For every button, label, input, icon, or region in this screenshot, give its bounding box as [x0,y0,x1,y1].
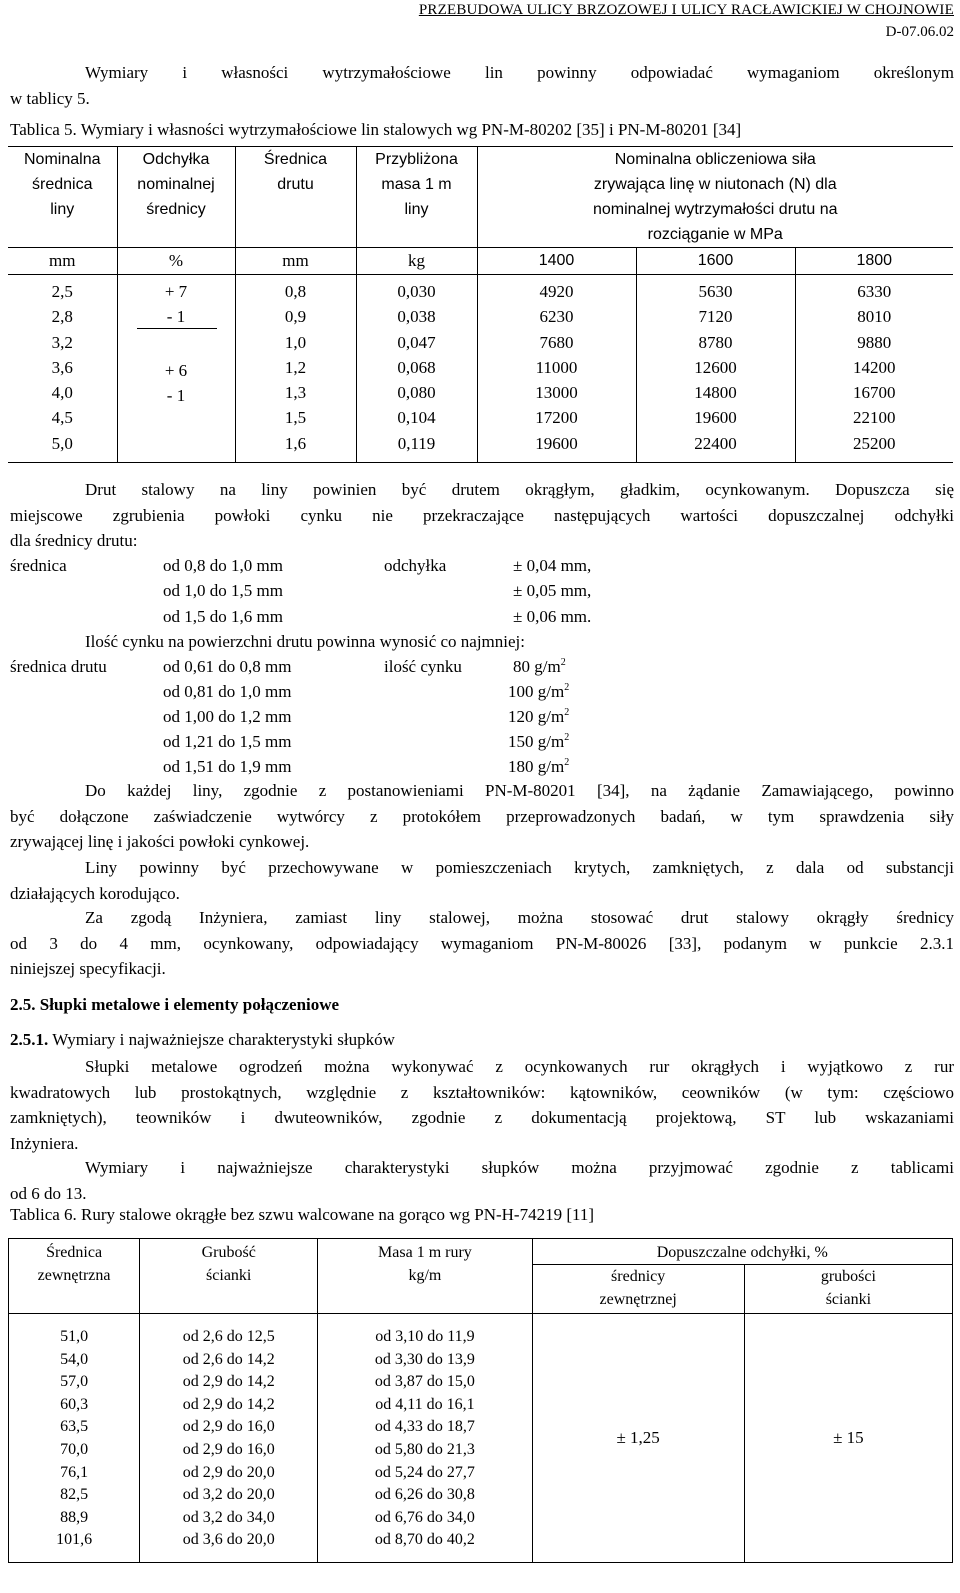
certificate-paragraph [10,778,954,855]
zinc-value: 150 $g/m^2$ [508,732,570,751]
table5-rope-properties [8,146,953,463]
certificate-line: być dołączone zaświadczenie wytwórcy z protokółem przeprowadzonych badań, w tym sprawdzenia siły [10,806,954,826]
certificate-line: Do każdej liny, zgodnie z postanowieniami PN-M-80201 [34], na żądanie Zamawiającego, powinno [85,781,954,800]
t5-body [8,275,953,463]
t5-unit: 1800 [795,248,953,275]
tolerance-range: od 1,5 do 1,6 mm [163,607,283,626]
document-header-title: PRZEBUDOWA ULICY BRZOZOWEJ I ULICY RACŁAWICKIEJ W CHOJNOWIE [418,2,954,18]
t5-col-nominal: 2,5 2,8 3,2 3,6 4,0 4,5 5,0 [51,282,73,453]
zinc-value: 80 $g/m^2$ [513,657,566,676]
intro-paragraph [10,60,954,111]
t6-header-diameter: Średnica zewnętrzna [9,1239,140,1314]
t5-unit: 1400 [477,248,636,275]
table6-steel-pipes [8,1238,953,1563]
tolerance-value: ± 0,04 mm, [513,556,592,575]
t5-col-1800: 6330 8010 9880 14200 16700 22100 25200 [795,275,953,463]
zinc-range: od 1,00 do 1,2 mm [163,707,292,726]
wire-line: dla średnicy drutu: [10,531,138,550]
t5-col-1600: 5630 7120 8780 12600 14800 19600 22400 [636,275,795,463]
zinc-range: od 0,81 do 1,0 mm [163,682,292,701]
t5-header-breaking-force: Nominalna obliczeniowa siła zrywająca linę w niutonach (N) dla nominalnej wytrzymałości drutu na rozciąganie w MPa [477,147,953,248]
t6-header-tolerances: Dopuszczalne odchyłki, % [532,1239,952,1265]
tables-line: od 6 do 13. [10,1183,87,1203]
intro-line: Wymiary i własności wytrzymałościowe lin powinny odpowiadać wymaganiom określonym [85,63,954,82]
wire-line: Drut stalowy na liny powinien być drutem okrągłym, gładkim, ocynkowanym. Dopuszcza się [85,480,954,499]
table6-caption: Tablica 6. Rury stalowe okrągłe bez szwu walcowane na gorąco wg PN-H-74219 [11] [10,1205,595,1224]
t6-body [9,1314,953,1563]
alternative-line: niniejszej specyfikacji. [10,959,166,978]
zinc-value: 100 $g/m^2$ [508,682,570,701]
t5-header-wire-diameter: Średnica drutu [235,147,356,248]
subsection-heading: 2.5.1. Wymiary i najważniejsze charakterystyki słupków [10,1030,395,1049]
alternative-line: Za zgodą Inżyniera, zamiast liny stalowej, można stosować drut stalowy okrągły średnicy [85,908,954,927]
zinc-qty-label: ilość cynku [384,657,462,676]
tables-line: Wymiary i najważniejsze charakterystyki słupków można przyjmować zgodnie z tablicami [85,1158,954,1177]
table5-caption: Tablica 5. Wymiary i własności wytrzymałościowe lin stalowych wg PN-M-80202 [35] i PN-M-80201 [34] [10,120,742,139]
t6-col-mass: od 3,10 do 11,9 od 3,30 do 13,9 od 3,87 do 15,0 od 4,11 do 16,1 od 4,33 do 18,7 od 5,80 do 21,3 od 5,24 do 27,7 od 6,26 do 30,8 od 6,76 do 34,0 od 8,70 do 40,2 [318,1314,532,1563]
t6-col-diameter: 51,0 54,0 57,0 60,3 63,5 70,0 76,1 82,5 88,9 101,6 [9,1314,140,1563]
t6-tol-wall: ± 15 [744,1314,952,1563]
alternative-line: od 3 do 4 mm, ocynkowany, odpowiadający wymaganiom PN-M-80026 [33], podanym w punkcie 2.3.1 [10,933,954,953]
storage-line: Liny powinny być przechowywane w pomieszczeniach krytych, zamkniętych, z dala od substancji [85,858,954,877]
section-heading: 2.5. Słupki metalowe i elementy połączeniowe [10,995,340,1014]
t5-col-mass: 0,030 0,038 0,047 0,068 0,080 0,104 0,119 [356,275,477,463]
t6-header-row [9,1239,953,1265]
storage-line: działających korodująco. [10,883,180,903]
zinc-range: od 1,51 do 1,9 mm [163,757,292,776]
tolerance-label: średnica [10,556,67,575]
zinc-value: 180 $g/m^2$ [508,757,570,776]
t5-units-row [8,248,953,275]
storage-paragraph [10,855,954,906]
posts-line: kwadratowych lub prostokątnych, względnie z kształtowników: kątowników, ceowników (w tym: częściowo [10,1082,954,1102]
zinc-label: średnica drutu [10,657,107,676]
wire-paragraph [10,477,954,554]
tolerance-dev-label: odchyłka [384,556,447,575]
t5-unit: 1600 [636,248,795,275]
t5-col-deviation: + 7 - 1 + 6 - 1 [117,275,235,463]
t5-header-deviation: Odchyłka nominalnej średnicy [117,147,235,248]
t6-header-tol-diameter: średnicy zewnętrznej [532,1265,744,1314]
zinc-intro: Ilość cynku na powierzchni drutu powinna wynosić co najmniej: [85,632,525,651]
t6-header-wall: Grubość ścianki [140,1239,318,1314]
t5-unit: mm [235,248,356,275]
tolerance-range: od 0,8 do 1,0 mm [163,556,283,575]
tolerance-value: ± 0,06 mm. [513,607,592,626]
zinc-value: 120 $g/m^2$ [508,707,570,726]
t5-col-1400: 4920 6230 7680 11000 13000 17200 19600 [477,275,636,463]
posts-line: zamkniętych), teowników i dwuteowników, zgodnie z dokumentacją projektową, ST lub wskazaniami [10,1108,954,1127]
zinc-range: od 0,61 do 0,8 mm [163,657,292,676]
t6-header-mass: Masa 1 m rury kg/m [318,1239,532,1314]
t6-header-tol-wall: grubości ścianki [744,1265,952,1314]
tolerance-range: od 1,0 do 1,5 mm [163,581,283,600]
wire-line: miejscowe zgrubienia powłoki cynku nie przekraczające następujących wartości dopuszczalnej odchyłki [10,505,954,525]
alternative-paragraph [10,905,954,982]
t5-header-mass: Przybliżona masa 1 m liny [356,147,477,248]
intro-line: w tablicy 5. [10,88,90,108]
document-code: D-07.06.02 [885,24,954,40]
posts-line: Słupki metalowe ogrodzeń można wykonywać z ocynkowanych rur okrągłych i wyjątkowo z rur [85,1057,954,1076]
t6-tol-diameter: ± 1,25 [532,1314,744,1563]
certificate-line: zrywającej linę i jakości powłoki cynkowej. [10,832,310,851]
zinc-range: od 1,21 do 1,5 mm [163,732,292,751]
t5-unit: % [117,248,235,275]
posts-line: Inżyniera. [10,1133,79,1153]
posts-paragraph [10,1054,954,1156]
t5-col-wire: 0,8 0,9 1,0 1,2 1,3 1,5 1,6 [235,275,356,463]
t5-header-nominal-diameter: Nominalna średnica liny [24,151,101,218]
t6-col-wall: od 2,6 do 12,5 od 2,6 do 14,2 od 2,9 do 14,2 od 2,9 do 14,2 od 2,9 do 16,0 od 2,9 do 16,0 od 2,9 do 20,0 od 3,2 do 20,0 od 3,2 do 34,0 od 3,6 do 20,0 [140,1314,318,1563]
tables-paragraph [10,1155,954,1206]
t5-unit: mm [8,248,117,275]
t5-unit: kg [356,248,477,275]
tolerance-value: ± 0,05 mm, [513,581,592,600]
